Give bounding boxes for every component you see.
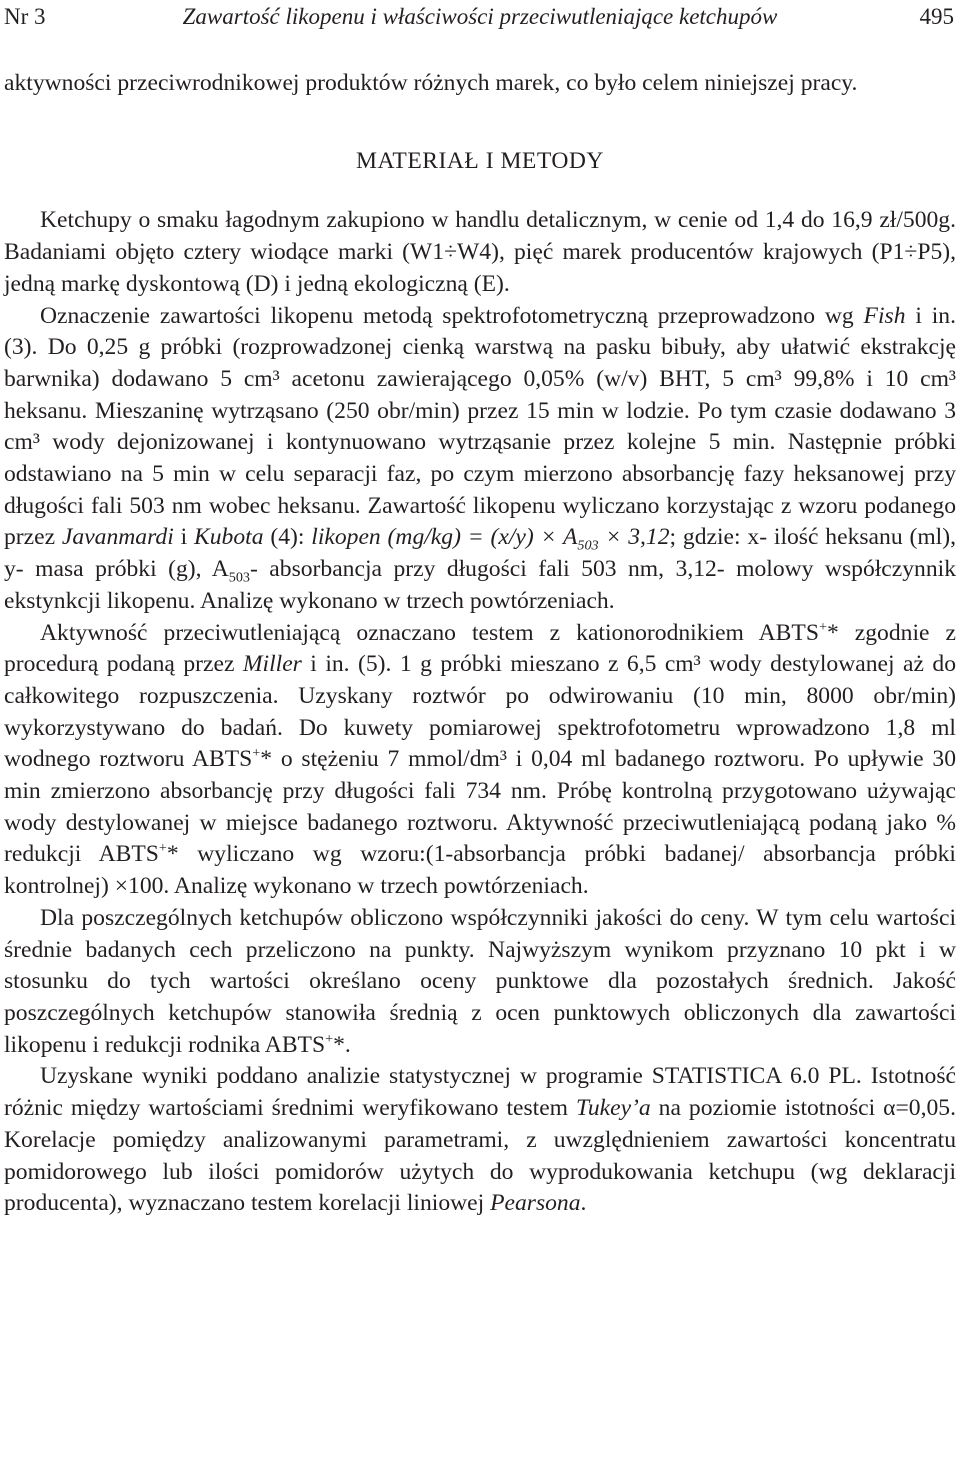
paragraph-antioxidant-method [4,618,956,903]
text-run: ; gdzie: x- ilość heksanu (ml), y- masa próbki (g), A [4,524,956,583]
text-run: * zgodnie z procedurą podaną przez [4,619,956,678]
paragraph-lycopene-method [4,301,956,618]
test-pearson: Pearsona [490,1190,581,1217]
test-tukey: Tukey’a [576,1095,651,1122]
superscript-plus: + [158,840,167,857]
author-kubota: Kubota [194,524,264,551]
absorbance-subscript: 503 [228,569,250,586]
running-title: Zawartość likopenu i właściwości przeciwutleniające ketchupów [182,4,778,29]
formula-end: × 3,12 [598,524,670,551]
text-run: - absorbancja przy długości fali 503 nm, 3,12- molowy współczynnik ekstynkcji likopenu. Analizę wykonano w trzech powtórzeniach. [4,556,956,614]
text-run: *. [333,1031,351,1058]
paragraph-statistics [4,1061,956,1220]
text-run: na poziomie istotności α=0,05. Korelacje pomiędzy analizowanymi parametrami, z uwzględnieniem zawartości koncentratu pomidorowego lub ilości pomidorów użytych do wyprodukowania ketchupu (wg deklaracji producenta), wyznaczano testem korelacji liniowej [4,1095,956,1217]
author-miller: Miller [242,651,302,678]
text-run: * o stężeniu 7 mmol/dm³ i 0,04 ml badanego roztworu. Po upływie 30 min zmierzono absorbancję przy długości fali 734 nm. Próbę kontrolną przygotowano używając wody destylowanej w miejsce badanego roztworu. Aktywność przeciwutleniającą podaną jako % redukcji ABTS [4,746,956,868]
text-run: Oznaczenie zawartości likopenu metodą spektrofotometryczną przeprowadzono wg [40,302,864,329]
text-run: (4): [263,524,312,551]
formula-subscript: 503 [577,538,599,555]
text-run: * wyliczano wg wzoru:(1-absorbancja próbki badanej/ absorbancja próbki kontrolnej) ×100. Analizę wykonano w trzech powtórzeniach. [4,841,956,900]
text-run: Aktywność przeciwutleniającą oznaczano testem z kationorodnikiem ABTS [40,619,819,646]
paragraph-quality-coefficient [4,903,956,1062]
formula-main: likopen (mg/kg) = (x/y) × A [311,524,578,551]
page-header [4,2,956,32]
author-javanmardi: Javanmardi [61,524,174,551]
journal-issue: Nr 3 [4,4,46,29]
section-heading: MATERIAŁ I METODY [356,147,604,174]
author-fish: Fish [863,302,906,329]
text-run: i in. (3). Do 0,25 g próbki (rozprowadzonej cienką warstwą na pasku bibuły, aby ułatwić ekstrakcję barwnika) dodawano 5 cm³ acetonu zawierającego 0,05% (w/v) BHT, 5 cm³ 99,8% i 10 cm³ heksanu. Mieszaninę wytrząsano (250 obr/min) przez 15 min w lodzie. Po tym czasie dodawano 3 cm³ wody dejonizowanej i kontynuowano wytrząsanie przez kolejne 5 min. Następnie próbki odstawiano na 5 min w celu separacji faz, po czym mierzono absorbancję fazy heksanowej przy długości fali 503 nm wobec heksanu. Zawartość likopenu wyliczano korzystając z wzoru podanego przez [4,302,956,551]
body-text [4,68,956,1220]
text-run: Dla poszczególnych ketchupów obliczono współczynniki jakości do ceny. W tym celu wartości średnie badanych cech przeliczono na punkty. Najwyższym wynikom przyznano 10 pkt i w stosunku do tych wartości określano oceny punktowe dla pozostałych średnich. Jakość poszczególnych ketchupów stanowiła średnią z ocen punktowych obliczonych dla zawartości likopenu i redukcji rodnika ABTS [4,904,956,1058]
text-run: i in. (5). 1 g próbki mieszano z 6,5 cm³ wody destylowanej aż do całkowitego rozpuszczenia. Uzyskany roztwór po odwirowaniu (10 min, 8000 obr/min) wykorzystywano do badań. Do kuwety pomiarowej spektrofotometru wprowadzono 1,8 ml wodnego roztworu ABTS [4,651,956,773]
superscript-plus: + [325,1030,334,1047]
text-run: . [580,1190,587,1217]
formula [311,524,670,555]
text-run: Uzyskane wyniki poddano analizie statystycznej w programie STATISTICA 6.0 PL. Istotność różnic między wartościami średnimi weryfikowano testem [4,1063,956,1122]
paragraph-materials: Ketchupy o smaku łagodnym zakupiono w handlu detalicznym, w cenie od 1,4 do 16,9 zł/500g. Badaniami objęto cztery wiodące marki (W1÷W4), pięć marek producentów krajowych (P1÷P5), jedną markę dyskontową (D) i jedną ekologiczną (E). [4,207,956,297]
superscript-plus: + [818,618,827,635]
page-number: 495 [919,4,954,29]
text-run: i [173,524,195,551]
intro-paragraph: aktywności przeciwrodnikowej produktów różnych marek, co było celem niniejszej pracy. [4,70,858,96]
superscript-plus: + [252,745,261,762]
